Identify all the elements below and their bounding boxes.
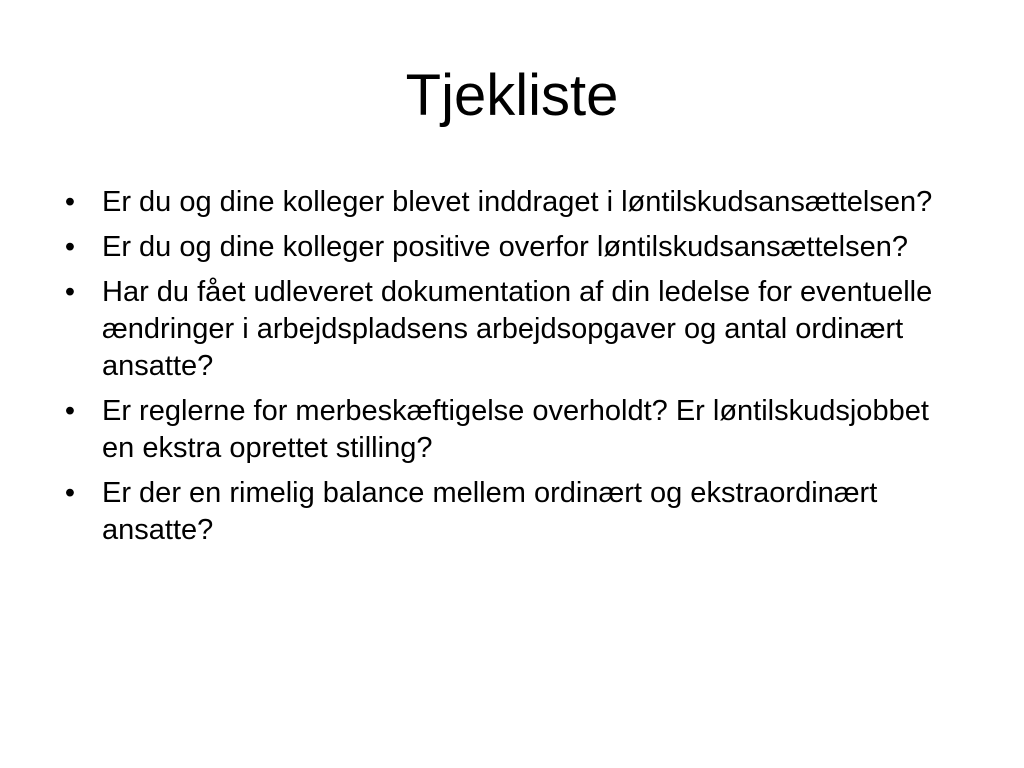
bullet-item (60, 274, 960, 385)
bullet-item (60, 475, 960, 549)
bullet-text: Er reglerne for merbeskæftigelse overholdt? Er løntilskudsjobbet en ekstra oprettet stilling? (102, 395, 929, 464)
bullet-icon: • (64, 395, 76, 427)
bullet-text: Er du og dine kolleger positive overfor løntilskudsansættelsen? (102, 231, 908, 263)
bullet-text: Er der en rimelig balance mellem ordinært og ekstraordinært ansatte? (102, 477, 878, 546)
bullet-icon: • (64, 231, 76, 263)
bullet-item (60, 184, 960, 221)
bullet-icon: • (64, 276, 76, 308)
bullet-icon: • (64, 477, 76, 509)
bullet-text: Er du og dine kolleger blevet inddraget i løntilskudsansættelsen? (102, 186, 933, 218)
bullet-icon: • (64, 186, 76, 218)
bullet-item (60, 229, 960, 266)
slide-title: Tjekliste (405, 63, 619, 128)
bullet-text: Har du fået udleveret dokumentation af din ledelse for eventuelle ændringer i arbejdspladsens arbejdsopgaver og antal ordinært ansatte? (102, 276, 933, 382)
bullet-item (60, 393, 960, 467)
bullet-list (60, 184, 960, 557)
